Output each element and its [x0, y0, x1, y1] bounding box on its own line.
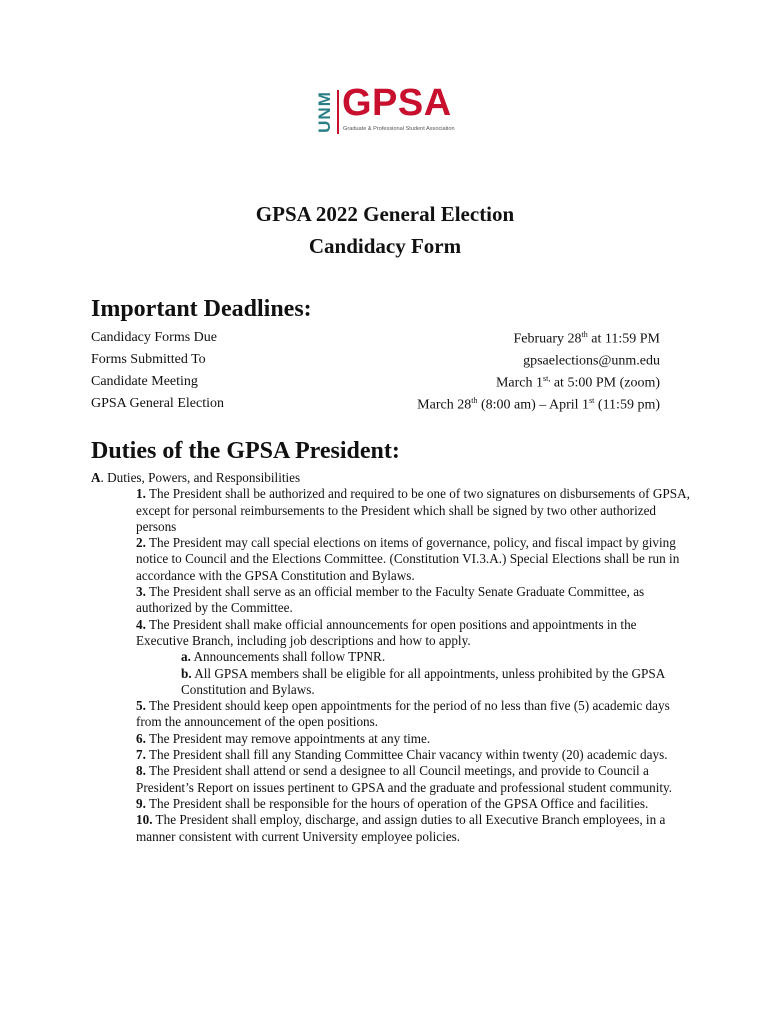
- ordinal-suffix: th: [581, 330, 588, 339]
- duty-item: [181, 666, 691, 699]
- deadline-label: Forms Submitted To: [91, 352, 206, 367]
- duty-item: [136, 535, 691, 584]
- form-title-line2: Candidacy Form: [308, 234, 462, 258]
- duty-number: 4.: [136, 616, 146, 632]
- duty-item: [136, 584, 691, 617]
- duty-item: [136, 486, 691, 535]
- duty-text: The President shall attend or send a designee to all Council meetings, and provide to Council a President’s Report on issues pertinent to GPSA and the graduate and professional student community.: [136, 763, 673, 795]
- deadline-value-part: at 5:00 PM (zoom): [550, 375, 660, 391]
- duty-text: The President may call special elections on items of governance, policy, and fiscal impact by giving notice to Council and the Elections Committee. (Constitution VI.3.A.) Special Elections shall be run in accordance with the GPSA Constitution and Bylaws.: [136, 535, 680, 583]
- deadline-label: Candidacy Forms Due: [91, 330, 217, 345]
- duty-item: [136, 812, 691, 845]
- gpsa-logo: [313, 82, 463, 138]
- ordinal-suffix: st: [589, 396, 595, 405]
- deadline-value-part: February 28: [513, 331, 582, 347]
- ordinal-suffix: th: [471, 396, 478, 405]
- duty-item: [136, 731, 691, 747]
- duty-text: The President shall employ, discharge, and assign duties to all Executive Branch employees, in a manner consistent with current University employee policies.: [136, 812, 666, 844]
- duty-number: 8.: [136, 763, 146, 779]
- deadline-value-part: gpsaelections@unm.edu: [523, 353, 660, 369]
- duty-text: All GPSA members shall be eligible for all appointments, unless prohibited by the GPSA Constitution and Bylaws.: [181, 665, 665, 697]
- duty-number: 2.: [136, 535, 146, 551]
- duty-item: [136, 796, 691, 812]
- duties-list: [91, 470, 691, 845]
- duty-number: A: [91, 470, 101, 485]
- unm-logo-text: UNM: [315, 91, 334, 133]
- duty-text: The President shall be responsible for the hours of operation of the GPSA Office and facilities.: [145, 795, 649, 811]
- duty-number: 3.: [136, 584, 146, 600]
- deadline-value-part: (11:59 pm): [594, 397, 660, 413]
- deadline-value: [417, 396, 660, 414]
- duty-number: 9.: [136, 795, 146, 811]
- duty-number: 5.: [136, 698, 146, 714]
- duty-item: [91, 470, 691, 486]
- duty-text: The President shall be authorized and required to be one of two signatures on disbursements of GPSA, except for personal reimbursements to the President which shall be signed by two other authorized persons: [136, 486, 690, 534]
- duty-text: The President should keep open appointments for the period of no less than five (5) academic days from the announcement of the open positions.: [136, 698, 670, 730]
- logo-divider: [337, 90, 339, 134]
- duty-number: 6.: [136, 730, 146, 746]
- duty-item: [181, 649, 691, 665]
- form-title-line1: GPSA 2022 General Election: [255, 202, 515, 226]
- logo-gpsa-text: GPSA: [342, 82, 452, 124]
- deadline-label: GPSA General Election: [91, 396, 224, 411]
- deadlines-heading: Important Deadlines:: [91, 296, 312, 322]
- duty-text: The President shall serve as an official member to the Faculty Senate Graduate Committee, as authorized by the Committee.: [136, 584, 645, 616]
- deadline-label: Candidate Meeting: [91, 374, 198, 389]
- duty-item: [136, 747, 691, 763]
- deadline-value-part: (8:00 am) – April 1: [477, 397, 590, 413]
- duty-item: [136, 617, 691, 650]
- deadline-value-part: March 28: [417, 397, 472, 413]
- duty-item: [136, 763, 691, 796]
- deadline-value: [496, 374, 660, 392]
- duty-number: a.: [181, 649, 191, 665]
- duty-number: b.: [181, 665, 192, 681]
- duty-text: Announcements shall follow TPNR.: [190, 649, 386, 665]
- logo-subtitle: Graduate & Professional Student Association: [343, 126, 455, 132]
- duty-number: 7.: [136, 747, 146, 763]
- ordinal-suffix: st,: [543, 374, 551, 383]
- deadline-value: [514, 330, 661, 348]
- deadline-value-part: March 1: [495, 375, 543, 391]
- duties-heading: Duties of the GPSA President:: [91, 438, 400, 464]
- deadline-value: [523, 352, 660, 370]
- duty-number: 1.: [136, 486, 146, 502]
- duty-text: The President may remove appointments at any time.: [145, 730, 431, 746]
- duty-text: The President shall fill any Standing Committee Chair vacancy within twenty (20) academic days.: [145, 747, 668, 763]
- duty-text: The President shall make official announcements for open positions and appointments in the Executive Branch, including job descriptions and how to apply.: [136, 616, 637, 648]
- duty-number: 10.: [136, 812, 153, 828]
- duty-item: [136, 698, 691, 731]
- deadline-value-part: at 11:59 PM: [587, 331, 660, 347]
- duty-text: . Duties, Powers, and Responsibilities: [100, 470, 301, 485]
